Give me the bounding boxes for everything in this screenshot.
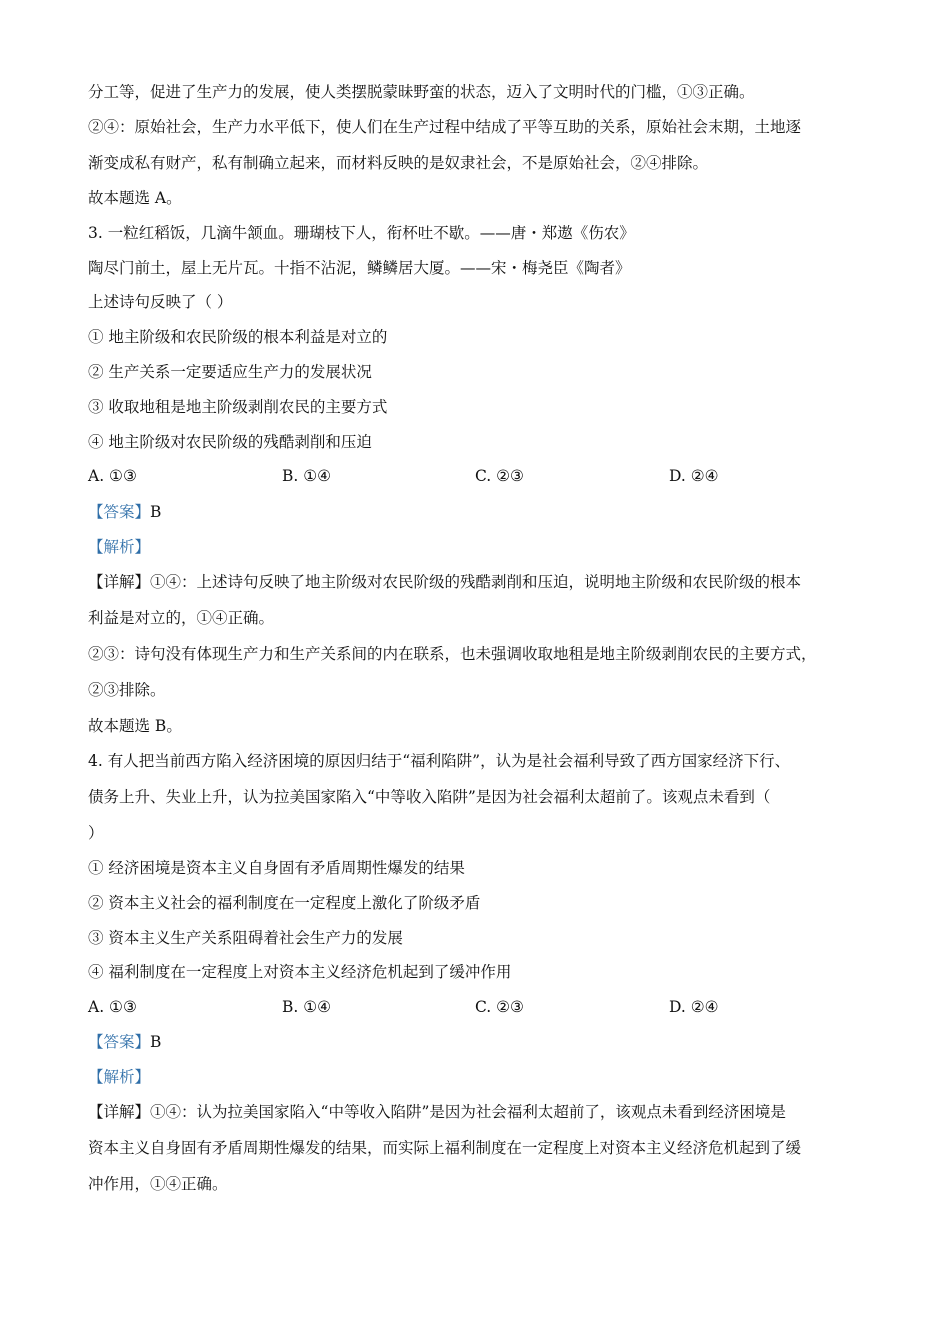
q3-detail-2: 利益是对立的，①④正确。 [88, 609, 275, 627]
q4-option-c: C. ②③ [475, 998, 524, 1016]
q4-stem-3: ） [88, 824, 104, 842]
q3-analysis [88, 537, 150, 557]
q4-item: ② 资本主义社会的福利制度在一定程度上激化了阶级矛盾 [88, 894, 481, 912]
q4-stem-1: 4. 有人把当前西方陷入经济困境的原因归结于“福利陷阱”，认为是社会福利导致了西方国家经济下行、 [88, 752, 791, 770]
q3-detail-4: ②③排除。 [88, 681, 166, 699]
q4-item: ④ 福利制度在一定程度上对资本主义经济危机起到了缓冲作用 [88, 963, 512, 981]
text-line: 故本题选 A。 [88, 189, 182, 207]
q3-option-c: C. ②③ [475, 467, 524, 485]
q4-option-a: A. ①③ [88, 998, 137, 1016]
q4-detail-1 [88, 1102, 786, 1122]
q3-detail-3: ②③：诗句没有体现生产力和生产关系间的内在联系，也未强调收取地租是地主阶级剥削农民的主要方式， [88, 645, 817, 663]
q3-item: ② 生产关系一定要适应生产力的发展状况 [88, 363, 372, 381]
q3-item: ③ 收取地租是地主阶级剥削农民的主要方式 [88, 398, 388, 416]
detail-tag: 【详解】 [88, 573, 151, 591]
detail-text: ①④：上述诗句反映了地主阶级对农民阶级的残酷剥削和压迫，说明地主阶级和农民阶级的根本 [150, 573, 802, 591]
q4-detail-3: 冲作用，①④正确。 [88, 1175, 228, 1193]
answer-value: B [150, 1033, 162, 1051]
q3-option-b: B. ①④ [282, 467, 332, 485]
text-line: 分工等，促进了生产力的发展，使人类摆脱蒙昧野蛮的状态，迈入了文明时代的门槛，①③正确。 [88, 83, 755, 101]
q3-detail-5: 故本题选 B。 [88, 717, 182, 735]
q4-analysis [88, 1067, 150, 1087]
text-line: ②④：原始社会，生产力水平低下，使人们在生产过程中结成了平等互助的关系，原始社会末期，土地逐 [88, 118, 802, 136]
detail-text: ①④：认为拉美国家陷入“中等收入陷阱”是因为社会福利太超前了，该观点未看到经济困境是 [150, 1103, 786, 1121]
q4-item: ③ 资本主义生产关系阻碍着社会生产力的发展 [88, 929, 403, 947]
q4-option-b: B. ①④ [282, 998, 332, 1016]
q3-item: ① 地主阶级和农民阶级的根本利益是对立的 [88, 328, 388, 346]
q4-option-d: D. ②④ [669, 998, 719, 1016]
answer-value: B [150, 503, 162, 521]
q3-option-a: A. ①③ [88, 467, 137, 485]
answer-tag: 【答案】 [88, 503, 151, 521]
q4-stem-2: 债务上升、失业上升，认为拉美国家陷入“中等收入陷阱”是因为社会福利太超前了。该观点未看到（ [88, 788, 771, 806]
q3-stem: 上述诗句反映了（ ） [88, 293, 233, 311]
q4-detail-2: 资本主义自身固有矛盾周期性爆发的结果，而实际上福利制度在一定程度上对资本主义经济危机起到了缓 [88, 1139, 802, 1157]
q3-poem-1: 3. 一粒红稻饭，几滴牛颔血。珊瑚枝下人，衔杯吐不歇。——唐・郑遨《伤农》 [88, 224, 635, 242]
answer-tag: 【答案】 [88, 1033, 151, 1051]
q3-option-d: D. ②④ [669, 467, 719, 485]
analysis-tag: 【解析】 [88, 538, 151, 556]
detail-tag: 【详解】 [88, 1103, 151, 1121]
analysis-tag: 【解析】 [88, 1068, 151, 1086]
q3-poem-2: 陶尽门前土，屋上无片瓦。十指不沾泥，鳞鳞居大厦。——宋・梅尧臣《陶者》 [88, 259, 631, 277]
q3-answer [88, 502, 161, 522]
text-line: 渐变成私有财产，私有制确立起来，而材料反映的是奴隶社会，不是原始社会，②④排除。 [88, 154, 709, 172]
q4-answer [88, 1032, 161, 1052]
q4-item: ① 经济困境是资本主义自身固有矛盾周期性爆发的结果 [88, 859, 465, 877]
q3-item: ④ 地主阶级对农民阶级的残酷剥削和压迫 [88, 433, 372, 451]
q3-detail-1 [88, 572, 801, 592]
